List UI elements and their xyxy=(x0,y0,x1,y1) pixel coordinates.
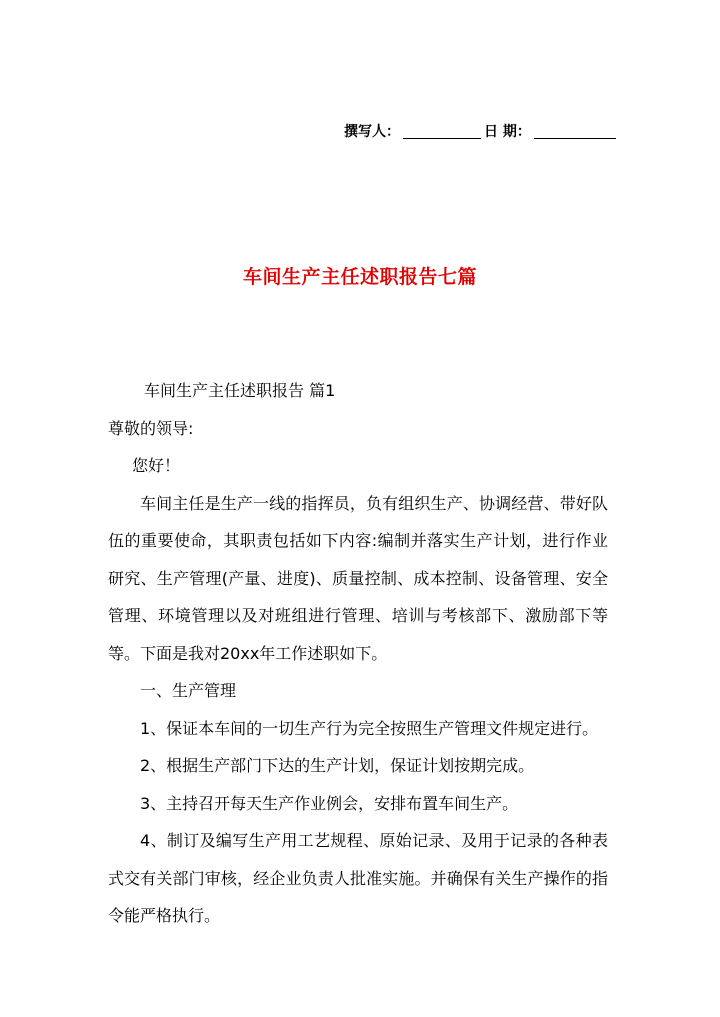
intro-paragraph: 车间主任是生产一线的指挥员，负有组织生产、协调经营、带好队伍的重要使命，其职责包括如下内容:编制并落实生产计划，进行作业研究、生产管理(产量、进度)、质量控制、成本控制、设备管理、安全管理、环境管理以及对班组进行管理、培训与考核部下、激励部下等等。下面是我对20xx年工作述职如下。 xyxy=(108,493,608,663)
list-item-1: 1、保证本车间的一切生产行为完全按照生产管理文件规定进行。 xyxy=(140,718,599,738)
salutation: 尊敬的领导: xyxy=(108,418,194,438)
date-blank-line xyxy=(534,124,616,139)
greeting: 您好！ xyxy=(132,456,181,475)
author-label: 撰写人： xyxy=(344,124,400,140)
signature-header xyxy=(344,121,619,141)
date-label: 日 期： xyxy=(484,124,531,140)
document-title: 车间生产主任述职报告七篇 xyxy=(242,266,477,288)
section-heading: 车间生产主任述职报告 篇1 xyxy=(144,381,336,400)
author-blank-line xyxy=(403,124,481,139)
list-item-4: 4、制订及编写生产用工艺规程、原始记录、及用于记录的各种表式交有关部门审核，经企业负责人批准实施。并确保有关生产操作的指令能严格执行。 xyxy=(108,831,608,925)
list-item-3: 3、主持召开每天生产作业例会，安排布置车间生产。 xyxy=(140,793,519,813)
section-1-heading: 一、生产管理 xyxy=(140,681,237,700)
list-item-2: 2、根据生产部门下达的生产计划，保证计划按期完成。 xyxy=(140,756,535,775)
document-body xyxy=(108,372,608,935)
